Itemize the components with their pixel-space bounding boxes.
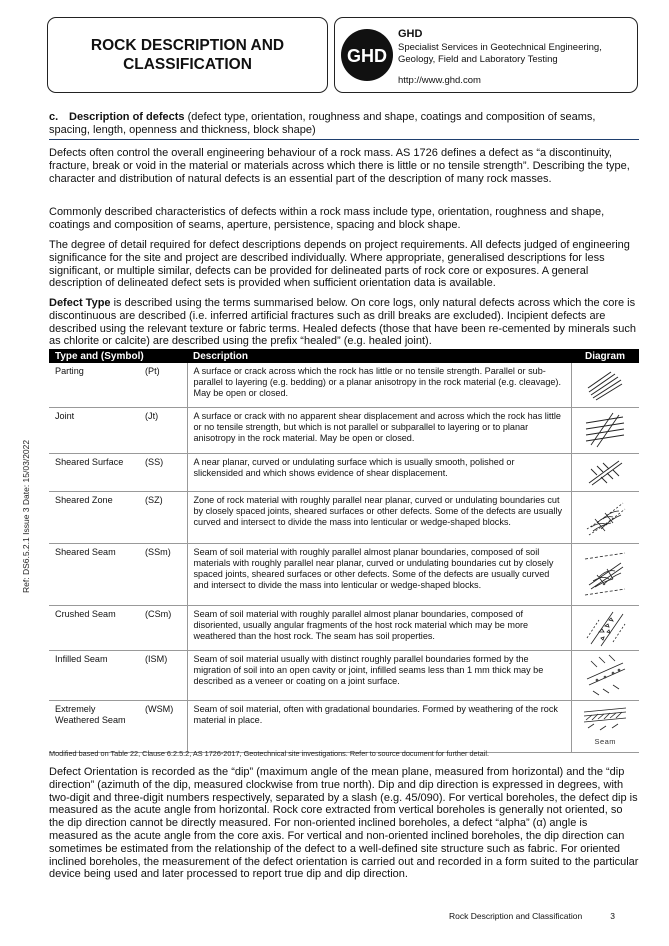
footer-title: Rock Description and Classification bbox=[449, 911, 583, 921]
sheared-zone-diagram-icon bbox=[583, 495, 627, 539]
company-box bbox=[334, 17, 638, 93]
defect-description: A near planar, curved or undulating surface which is usually smooth, polished or slickensided and which shows evidence of shear displacement. bbox=[187, 453, 571, 491]
defect-description: Seam of soil material with roughly parallel almost planar boundaries, composed of soil materials with roughly parallel near planar, curved or undulating boundaries cut by closely spaced joints, sheared surfaces or other defects. Some of the defects are usually curved and intersect to divide the mass into lenticular or wedge-shaped blocks. bbox=[187, 543, 571, 605]
company-name: GHD bbox=[398, 28, 423, 40]
section-heading bbox=[49, 111, 639, 140]
document-title: ROCK DESCRIPTION AND CLASSIFICATION bbox=[90, 37, 285, 73]
defect-symbol: (SZ) bbox=[141, 491, 187, 543]
sheared-surface-diagram bbox=[571, 453, 639, 491]
weathered-seam-diagram bbox=[571, 700, 639, 752]
document-reference: Ref: DS6.5.2.1 Issue 3 Date: 15/03/2022 bbox=[21, 439, 31, 593]
sheared-seam-diagram-icon bbox=[583, 551, 627, 597]
sheared-surface-diagram-icon bbox=[585, 457, 625, 487]
table-source-note: Modified based on Table 22, Clause 6.2.5.2, AS 1726-2017, Geotechnical site investigations. Refer to source document for further detail. bbox=[49, 749, 489, 758]
defect-symbol: (Jt) bbox=[141, 407, 187, 453]
intro-paragraph: Defects often control the overall engineering behaviour of a rock mass. AS 1726 defines a defect as “a discontinuity, fracture, break or void in the material or materials across which there is little or no tensile strength”. Describing the type, character and distribution of natural defects is an essential part of the description of many rock masses. bbox=[49, 147, 630, 185]
crushed-seam-diagram-icon bbox=[583, 608, 627, 648]
defect-symbol: (SS) bbox=[141, 453, 187, 491]
page-footer bbox=[449, 911, 615, 921]
parting-diagram-icon bbox=[585, 368, 625, 402]
defect-type: Joint bbox=[49, 407, 141, 453]
diagram-seam-label: Seam bbox=[594, 736, 617, 746]
defect-description: Seam of soil material with roughly parallel almost planar boundaries, composed of disoriented, usually angular fragments of the host rock material which may be more weathered than the host rock. The seam has soil properties. bbox=[187, 605, 571, 650]
defect-type: Crushed Seam bbox=[49, 605, 141, 650]
defect-type: Sheared Surface bbox=[49, 453, 141, 491]
table-row bbox=[49, 407, 639, 453]
defect-description: Seam of soil material, often with gradational boundaries. Formed by weathering of the rock material in place. bbox=[187, 700, 571, 752]
defect-symbol: (Pt) bbox=[141, 363, 187, 407]
page-number: 3 bbox=[610, 911, 615, 921]
defect-type-term: Defect Type bbox=[49, 297, 111, 309]
section-subtitle: (defect type, orientation, roughness and shape, coatings and composition of seams, spacing, length, openness and thickness, block shape) bbox=[49, 111, 596, 136]
parting-diagram bbox=[571, 363, 639, 407]
defect-type: Parting bbox=[49, 363, 141, 407]
table-row bbox=[49, 700, 639, 752]
company-url[interactable]: http://www.ghd.com bbox=[398, 75, 481, 86]
defect-type: Sheared Zone bbox=[49, 491, 141, 543]
defect-description: Zone of rock material with roughly parallel near planar, curved or undulating boundaries cut by closely spaced joints, sheared surfaces or other defects. Some of the defects are usually curved and intersect to divide the mass into lenticular or wedge-shaped blocks. bbox=[187, 491, 571, 543]
header-type: Type and (Symbol) bbox=[49, 349, 187, 363]
defect-type: Sheared Seam bbox=[49, 543, 141, 605]
ghd-logo-icon bbox=[340, 28, 394, 82]
svg-text:GHD: GHD bbox=[347, 46, 387, 66]
defect-symbol: (ISM) bbox=[141, 650, 187, 700]
sheared-seam-diagram bbox=[571, 543, 639, 605]
defect-symbol: (SSm) bbox=[141, 543, 187, 605]
defect-description: Seam of soil material usually with distinct roughly parallel boundaries formed by the migration of soil into an open cavity or joint, infilled seams less than 1 mm thick may be described as a veneer or coating on a joint surface. bbox=[187, 650, 571, 700]
table-row bbox=[49, 650, 639, 700]
section-title: Description of defects bbox=[69, 111, 185, 123]
defect-description: A surface or crack across which the rock has little or no tensile strength. Parallel or sub-parallel to layering (e.g. bedding) or a planar anisotropy in the rock material (e.g. cleavage). May be open or closed. bbox=[187, 363, 571, 407]
table-row bbox=[49, 605, 639, 650]
joint-diagram bbox=[571, 407, 639, 453]
table-header-row bbox=[49, 349, 639, 363]
defect-description: A surface or crack with no apparent shear displacement and across which the rock has little or no tensile strength, but which is not parallel or subparallel to layering or to planar anisotropy in the rock material. May be open or closed. bbox=[187, 407, 571, 453]
table-row bbox=[49, 363, 639, 407]
weathered-seam-diagram-icon bbox=[582, 706, 628, 736]
crushed-seam-diagram bbox=[571, 605, 639, 650]
sheared-zone-diagram bbox=[571, 491, 639, 543]
defect-type: Infilled Seam bbox=[49, 650, 141, 700]
joint-diagram-icon bbox=[583, 411, 627, 449]
header-diagram: Diagram bbox=[571, 349, 639, 363]
defect-symbol: (CSm) bbox=[141, 605, 187, 650]
header-description: Description bbox=[187, 349, 571, 363]
defect-type-table bbox=[49, 349, 639, 753]
table-row bbox=[49, 543, 639, 605]
detail-paragraph: The degree of detail required for defect descriptions depends on project requirements. All defects judged of engineering significance for the site and project are described individually. Where appropriate, generalised descriptions for less significant, or multiple similar, defects can be provided for delineated parts of rock core or exposures. A general description of delineated defect sets is provided when sufficient orientation data is available. bbox=[49, 239, 630, 290]
defect-symbol: (WSM) bbox=[141, 700, 187, 752]
infilled-seam-diagram-icon bbox=[583, 653, 627, 697]
defect-type: Extremely Weathered Seam bbox=[49, 700, 141, 752]
section-label: c. bbox=[49, 111, 59, 123]
infilled-seam-diagram bbox=[571, 650, 639, 700]
characteristics-paragraph: Commonly described characteristics of defects within a rock mass include type, orientation, roughness and shape, coatings and composition of seams, aperture, persistence, spacing and block shape. bbox=[49, 206, 605, 231]
table-row bbox=[49, 491, 639, 543]
table-row bbox=[49, 453, 639, 491]
defect-orientation-paragraph: Defect Orientation is recorded as the “dip” (maximum angle of the mean plane, measured from horizontal) and the “dip direction” (azimuth of the dip, measured clockwise from true north). Dip and dip direction is expressed in degrees, with two-digit and three-digit numbers respectively, separated by a slash (e.g. 45/090). For vertical boreholes, the defect dip is measured as the acute angle from horizontal. Rock core extracted from vertical boreholes is generally not oriented, so the dip direction cannot be directly measured. For non-oriented inclined boreholes, a defect “alpha” (α) angle is measured as the acute angle from the core axis. For vertical and non-oriented inclined boreholes, the dip direction can sometimes be estimated from the relationship of the defect to a well-defined site structure such as fabric. For oriented inclined boreholes, the measurement of the defect orientation is carried out and recorded in a form suited to the particular device being used and later processed to report true dip and dip direction. bbox=[49, 766, 639, 881]
defect-type-text: is described using the terms summarised below. On core logs, only natural defects across which the core is discontinuous are described (i.e. inferred artificial fractures such as drill breaks are excluded). Incipient defects are described using the relevant texture or fabric terms. Healed defects (those that have been re-cemented by minerals such as chlorite or calcite) are described using the prefix “healed” (e.g. healed joint). bbox=[49, 297, 636, 348]
document-title-box bbox=[47, 17, 328, 93]
company-tagline: Specialist Services in Geotechnical Engineering, Geology, Field and Laboratory Testing bbox=[398, 42, 602, 65]
defect-type-paragraph bbox=[49, 297, 639, 348]
